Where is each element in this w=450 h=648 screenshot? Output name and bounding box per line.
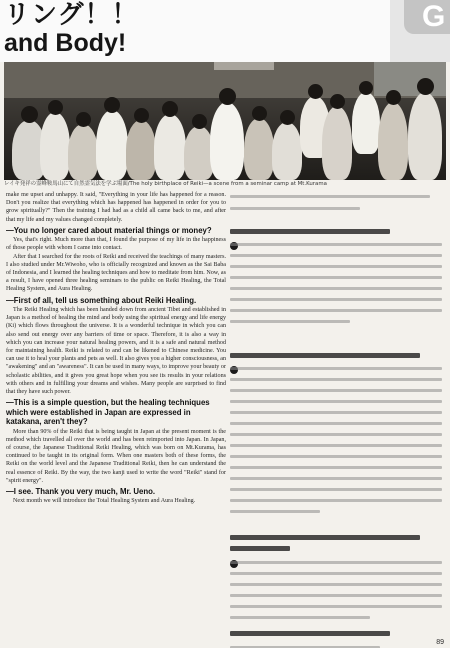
japanese-text-line xyxy=(230,367,442,370)
photo-person xyxy=(126,120,156,180)
interview-question: —This is a simple question, but the healing techniques which were established in Japan are expressed in katakana, aren't they? xyxy=(6,398,210,427)
japanese-text-line xyxy=(230,594,442,597)
headline xyxy=(0,0,390,62)
japanese-text-line xyxy=(230,561,442,564)
japanese-text-line xyxy=(230,378,442,381)
photo-person-head xyxy=(104,97,120,113)
japanese-text-line xyxy=(230,616,370,619)
photo-person-head xyxy=(308,84,323,99)
japanese-text-line xyxy=(230,309,442,312)
japanese-text-line xyxy=(230,389,442,392)
photo-window xyxy=(374,62,446,96)
japanese-question-line xyxy=(230,546,290,551)
headline-english: and Body! xyxy=(4,29,127,57)
photo-person xyxy=(322,106,352,180)
japanese-text-line xyxy=(230,466,442,469)
photo-person xyxy=(378,102,408,180)
japanese-text-line xyxy=(230,320,350,323)
photo-person xyxy=(352,92,380,154)
japanese-text-line xyxy=(230,455,442,458)
photo-person xyxy=(40,112,70,180)
japanese-text-line xyxy=(230,276,442,279)
japanese-question-line xyxy=(230,535,420,540)
photo-person xyxy=(272,122,302,180)
japanese-text-line xyxy=(230,207,360,210)
japanese-question-line xyxy=(230,229,390,234)
section-tab-band xyxy=(390,0,450,62)
body-paragraph: make me upset and unhappy. It said, "Everything in your life has happened for a reason. Don't you realize that everything which has happened has happened in order for you to grow spiritually?" Then the training I had had as a child all came back to me, and after that my life and my values changed completely. xyxy=(6,192,226,223)
japanese-text-line xyxy=(230,510,320,513)
photo-person-head xyxy=(386,90,401,105)
japanese-text-line xyxy=(230,583,442,586)
japanese-text-line xyxy=(230,411,442,414)
photo-person xyxy=(68,124,98,180)
japanese-text-line xyxy=(230,477,442,480)
photo-person-head xyxy=(330,94,345,109)
photo-person-head xyxy=(280,110,295,125)
japanese-text-line xyxy=(230,499,442,502)
photo-ceiling-light xyxy=(214,62,274,70)
photo-person xyxy=(154,114,186,180)
photo-person-head xyxy=(48,100,63,115)
photo-person xyxy=(244,118,274,180)
photo-person-head xyxy=(252,106,267,121)
japanese-text-line xyxy=(230,422,442,425)
japanese-text-line xyxy=(230,572,442,575)
japanese-text-line xyxy=(230,265,442,268)
page-number: 89 xyxy=(436,639,444,646)
section-tab xyxy=(404,0,450,34)
interview-question: —You no longer cared about material things or money? xyxy=(6,225,212,235)
photo-person-head xyxy=(417,78,434,95)
body-paragraph: Next month we will introduce the Total Healing System and Aura Healing. xyxy=(13,498,196,505)
photo-person-head xyxy=(21,106,38,123)
headline-japanese: リング！！ xyxy=(4,0,139,30)
section-tab-letter: G xyxy=(422,0,446,33)
japanese-text-line xyxy=(230,195,430,198)
japanese-text-line xyxy=(230,605,442,608)
japanese-question-line xyxy=(230,631,390,636)
japanese-text-line xyxy=(230,433,442,436)
japanese-text-line xyxy=(230,400,442,403)
photo-person xyxy=(210,102,244,180)
japanese-question-line xyxy=(230,353,420,358)
japanese-text-line xyxy=(230,243,442,246)
japanese-text-line xyxy=(230,287,442,290)
photo-caption: レイキ発祥の霊峰鞍馬山にて自然霊気法を学ぶ場面/The holy birthplace of Reiki—a scene from a seminar camp at Mt.Kurama xyxy=(4,181,327,187)
seminar-photo xyxy=(4,62,446,180)
photo-person xyxy=(96,110,128,180)
article-english-column xyxy=(6,191,226,506)
body-paragraph: After that I searched for the roots of Reiki and received the teachings of many masters. I also studied under Mr.Wiwoho, who is officially recognized and known as the Sai Baba of Indonesia, and I learned the healing techniques and how to meditate from him. Now, as a result, I have opened three healing seminars to the public on Reiki Healing, the Total Healing System, and Aura Healing. xyxy=(6,253,226,293)
japanese-text-line xyxy=(230,488,442,491)
photo-person-head xyxy=(359,81,373,95)
photo-person-head xyxy=(76,112,91,127)
body-paragraph: More than 90% of the Reiki that is being taught in Japan at the present moment is the method which travelled all over the world and has been reimported into Japan. In Japan, of course, the Japanese Traditional Reiki Healing, which was born on Mt.Kurama, has continued to be taught in its original form. When one masters both of these forms, the Reiki on the world level and the Japanese Traditional Reiki, then he can understand the real essence of Reiki. By the way, the two kanji used to write the word "Reiki" stand for "spirit energy". xyxy=(6,428,226,484)
japanese-text-line xyxy=(230,254,442,257)
photo-person-head xyxy=(162,101,178,117)
interview-question: —First of all, tell us something about Reiki Healing. xyxy=(6,295,197,305)
body-paragraph: The Reiki Healing which has been handed down from ancient Tibet and established in Japan is a method of healing the mind and body using the spiritual energy and life energy (Ki) which flows throughout the universe. It is a wonderful technique in which you can also send out energy over any barriers of time or space. Therefore, it is also a way in which you can increase your natural healing powers, and it is a safe and natural method for maintaining health. Reiki is related to and can be likened to Chinese medicine. You can use it to heal your plants and pets as well. It also gives you a higher consciousness, an "awakening" and an "awareness". It can be used in many ways, to improve your beauty or scholastic abilities, and it gives you great hope when you see its results in your relations with others and in fulfilling your dreams and wishes. Many people are surprised to find that they have such power. xyxy=(6,307,226,396)
photo-person-head xyxy=(219,88,236,105)
interview-question: —I see. Thank you very much, Mr. Ueno. xyxy=(6,486,156,496)
body-paragraph: Yes, that's right. Much more than that, I found the purpose of my life in the happiness of those people with whom I came into contact. xyxy=(6,237,226,252)
photo-person-head xyxy=(134,108,149,123)
japanese-text-line xyxy=(230,444,442,447)
photo-person xyxy=(408,92,442,180)
japanese-text-line xyxy=(230,298,442,301)
photo-person-head xyxy=(192,114,207,129)
